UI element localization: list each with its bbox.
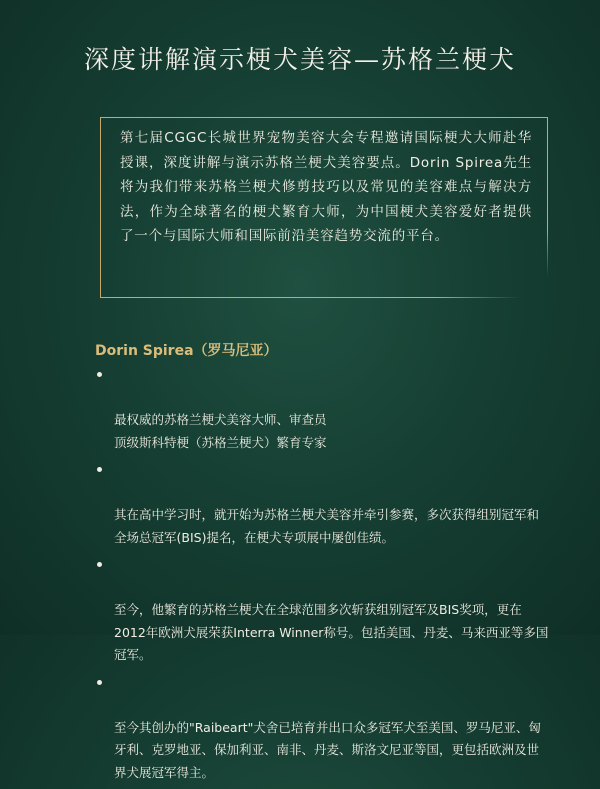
bio-list-item <box>95 554 550 667</box>
intro-frame <box>100 117 548 298</box>
frame-border-top <box>100 117 548 118</box>
bio-item-text: 至今其创办的"Raibeart"犬舍已培育并出口众多冠军犬至美国、罗马尼亚、匈牙利、克罗地亚、保加利亚、南非、丹麦、斯洛文尼亚等国，更包括欧洲及世界犬展冠军得主。 <box>114 719 541 780</box>
bio-item-text: 最权威的苏格兰梗犬美容大师、审查员 顶级斯科特梗（苏格兰梗犬）繁育专家 <box>114 412 327 450</box>
bio-list-item <box>95 459 550 549</box>
intro-paragraph: 第七届CGGC长城世界宠物美容大会专程邀请国际梗犬大师赴华授课，深度讲解与演示苏格兰梗犬美容要点。Dorin Spirea先生将为我们带来苏格兰梗犬修剪技巧以及常见的美容难点与解决方法，作为全球著名的梗犬繁育大师，为中国梗犬美容爱好者提供了一个与国际大师和国际前沿美容趋势交流的平台。 <box>120 130 532 244</box>
bullet-icon <box>97 467 102 472</box>
bio-list-item <box>95 364 550 454</box>
bullet-icon <box>97 562 102 567</box>
frame-border-bottom <box>100 297 520 298</box>
page-title: 深度讲解演示梗犬美容—苏格兰梗犬 <box>83 45 516 74</box>
frame-border-right <box>547 117 548 277</box>
bio-list-item <box>95 672 550 785</box>
bio-heading: Dorin Spirea（罗马尼亚） <box>95 343 278 359</box>
bio-section <box>95 340 550 789</box>
bio-item-text: 至今，他繁育的苏格兰梗犬在全球范围多次斩获组别冠军及BIS奖项，更在2012年欧洲犬展荣获Interra Winner称号。包括美国、丹麦、马来西亚等多国冠军。 <box>114 602 549 662</box>
bio-item-text: 其在高中学习时，就开始为苏格兰梗犬美容并牵引参赛，多次获得组别冠军和全场总冠军(BIS)提名，在梗犬专项展中屡创佳绩。 <box>114 507 540 545</box>
frame-border-left <box>100 117 101 298</box>
bio-list <box>95 364 550 784</box>
bullet-icon <box>97 680 102 685</box>
bullet-icon <box>97 372 102 377</box>
